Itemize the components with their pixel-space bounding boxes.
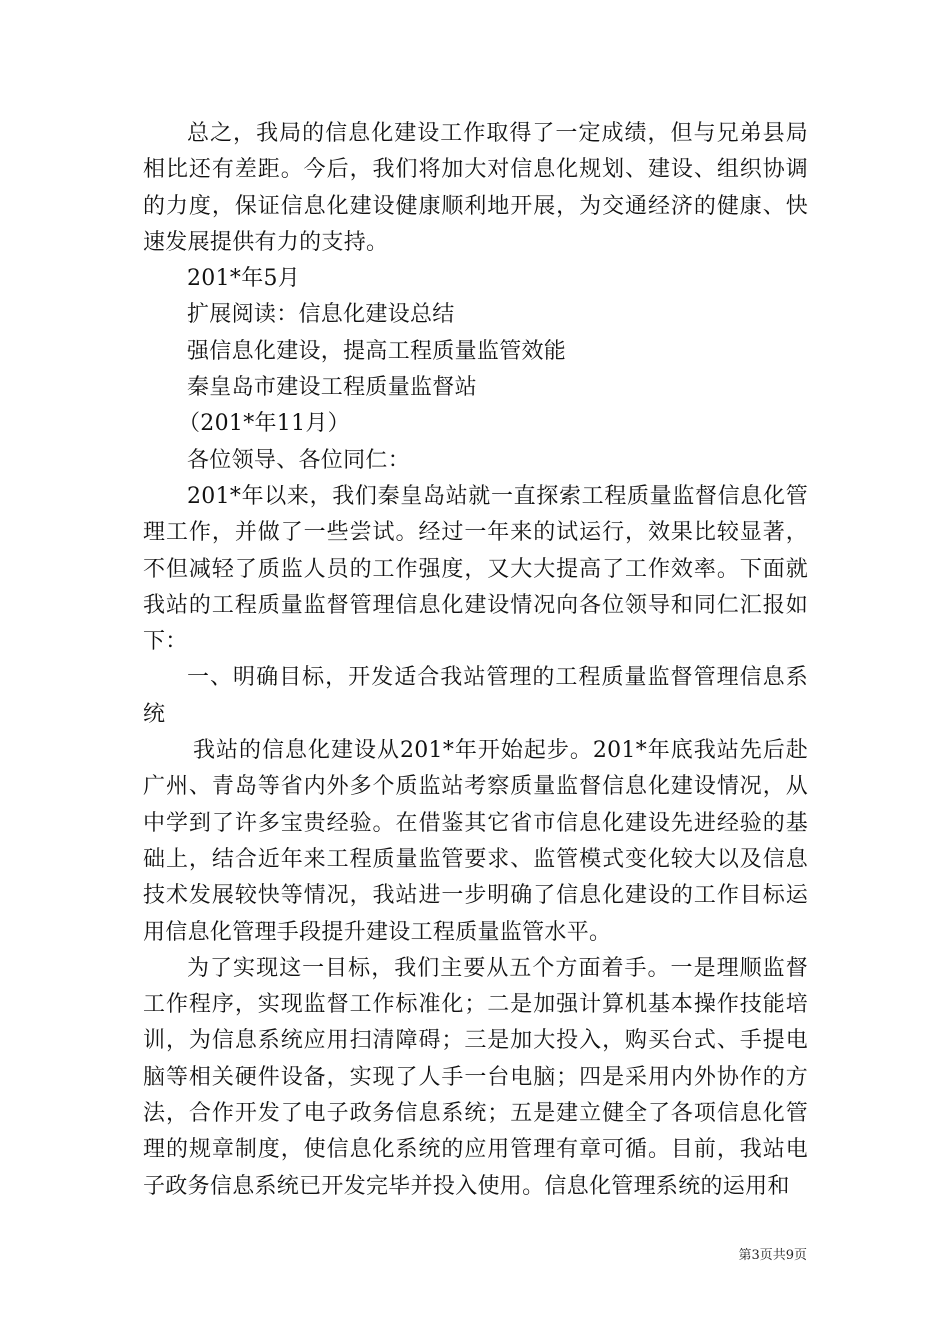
paragraph-development: 我站的信息化建设从201*年开始起步。201*年底我站先后赴广州、青岛等省内外多个质监站考察质量监督信息化建设情况，从中学到了许多宝贵经验。在借鉴其它省市信息化建设先进经验的基础上，结合近年来工程质量监管要求、监管模式变化较大以及信息技术发展较快等情况，我站进一步明确了信息化建设的工作目标运用信息化管理手段提升建设工程质量监管水平。 [143,738,808,945]
paragraph-article-date: （201*年11月） [178,411,350,437]
paragraph-summary: 总之，我局的信息化建设工作取得了一定成绩，但与兄弟县局相比还有差距。今后，我们将加大对信息化规划、建设、组织协调的力度，保证信息化建设健康顺利地开展，为交通经济的健康、快速发展提供有力的支持。 [143,121,808,255]
paragraph-date: 201*年5月 [187,266,301,292]
page-number: 第3页共9页 [738,1248,807,1263]
paragraph-five-aspects: 为了实现这一目标，我们主要从五个方面着手。一是理顺监督工作程序，实现监督工作标准化；二是加强计算机基本操作技能培训，为信息系统应用扫清障碍；三是加大投入，购买台式、手提电脑等相关硬件设备，实现了人手一台电脑；四是采用内外协作的方法，合作开发了电子政务信息系统；五是建立健全了各项信息化管理的规章制度，使信息化系统的应用管理有章可循。目前，我站电子政务信息系统已开发完毕并投入使用。信息化管理系统的运用和 [143,955,808,1199]
paragraph-article-title: 强信息化建设，提高工程质量监管效能 [187,338,567,364]
paragraph-extended-reading: 扩展阅读：信息化建设总结 [187,302,455,328]
paragraph-salutation: 各位领导、各位同仁： [187,447,411,473]
paragraph-organization: 秦皇岛市建设工程质量监督站 [187,375,477,401]
paragraph-intro: 201*年以来，我们秦皇岛站就一直探索工程质量监督信息化管理工作，并做了一些尝试。经过一年来的试运行，效果比较显著，不但减轻了质监人员的工作强度，又大大提高了工作效率。下面就我站的工程质量监督管理信息化建设情况向各位领导和同仁汇报如下： [143,483,808,655]
document-body [143,116,808,1205]
paragraph-section-heading: 一、明确目标，开发适合我站管理的工程质量监督管理信息系统 [143,665,808,727]
